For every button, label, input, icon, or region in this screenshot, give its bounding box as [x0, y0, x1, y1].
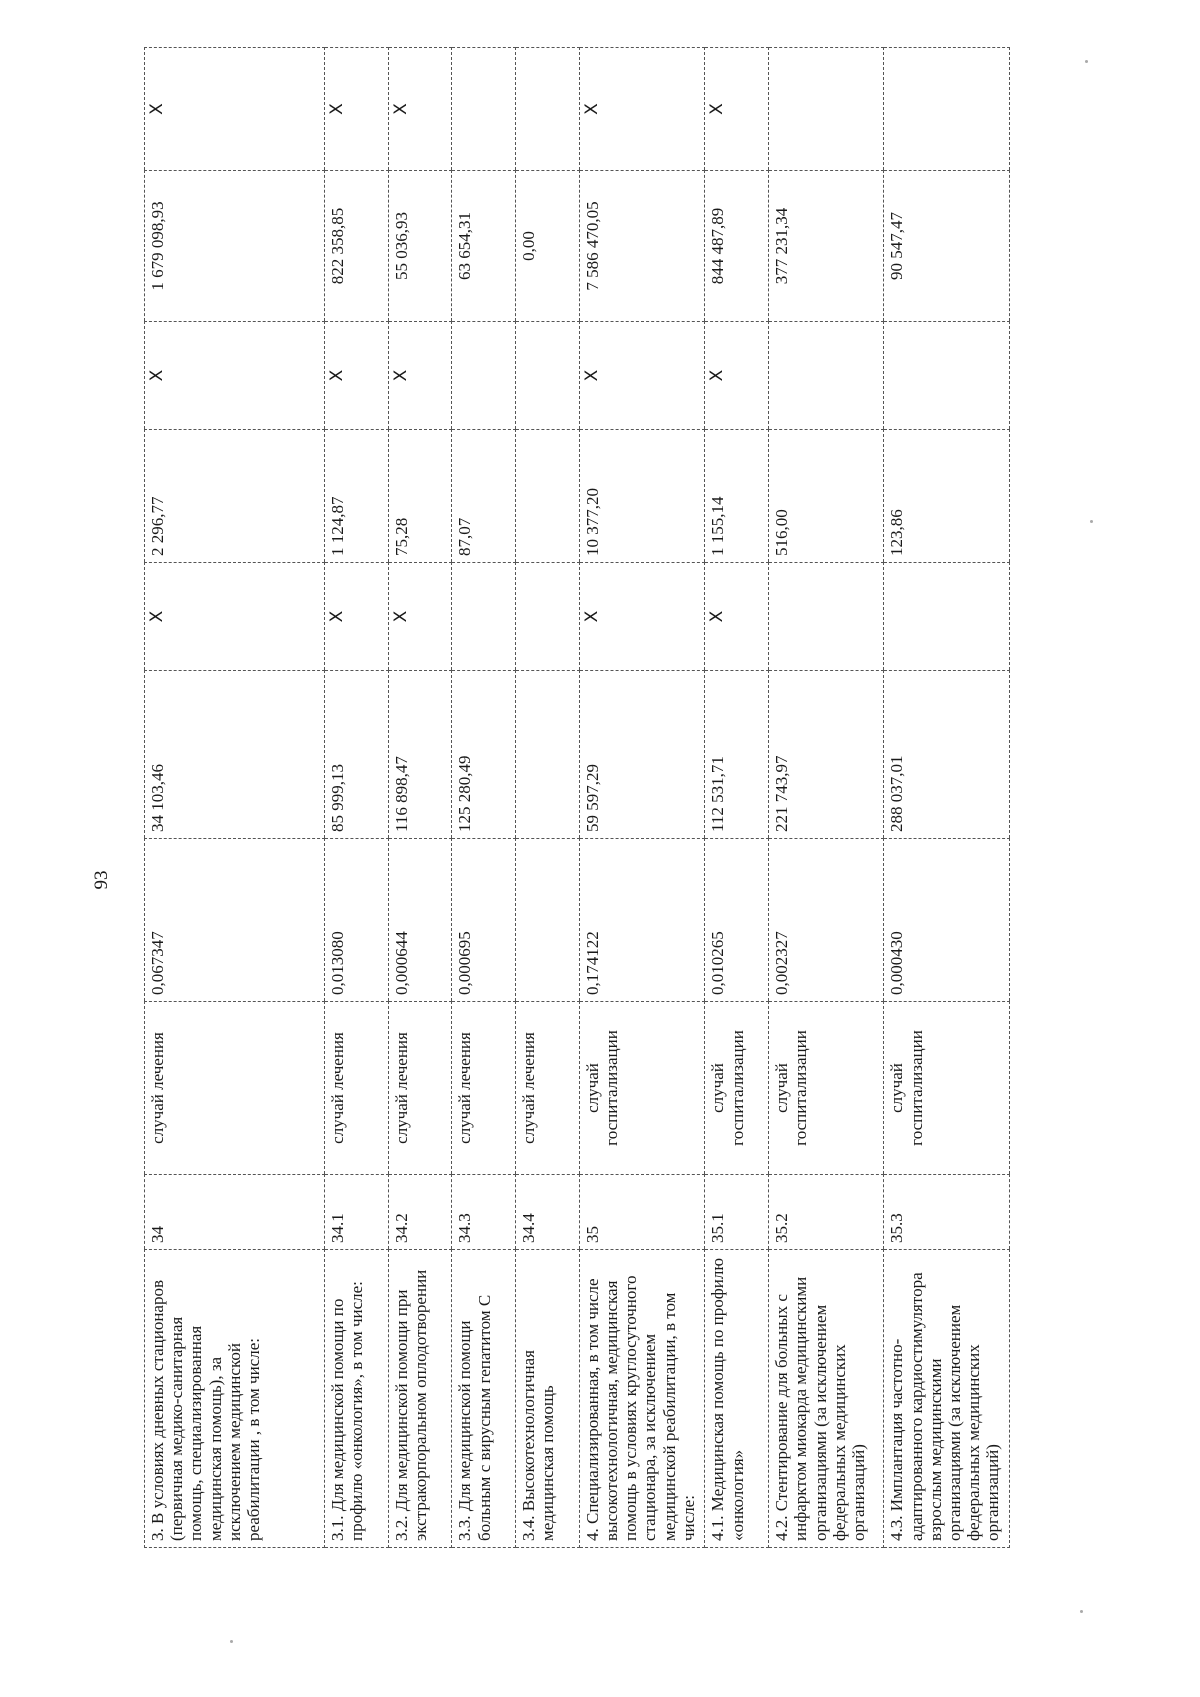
row-sum-cell: 844 487,89 — [705, 171, 769, 322]
table-row — [705, 48, 769, 1548]
row-name-cell: 4. Специализированная, в том числе высокотехнологичная, медицинская помощь в условиях круглосуточного стационара, за исключением медицинской реабилитации, в том числе: — [579, 1250, 705, 1548]
row-x-cell — [452, 322, 516, 430]
row-x-cell — [452, 563, 516, 671]
row-norm-cell: 0,013080 — [324, 839, 388, 1002]
page-number: 93 — [91, 870, 112, 890]
row-percapita-cell: 2 296,77 — [145, 430, 325, 563]
row-cost-cell: 221 743,97 — [769, 671, 884, 839]
row-number-cell: 34.4 — [516, 1175, 580, 1250]
row-x-cell: X — [705, 322, 769, 430]
row-cost-cell: 34 103,46 — [145, 671, 325, 839]
row-norm-cell: 0,174122 — [579, 839, 705, 1002]
row-percapita-cell: 87,07 — [452, 430, 516, 563]
row-x-cell — [769, 563, 884, 671]
data-table — [144, 47, 1010, 1548]
row-unit-cell: случай лечения — [388, 1002, 452, 1175]
row-name-cell: 4.2. Стентирование для больных с инфарктом миокарда медицинскими организациями (за исключением федеральных медицинских организаций) — [769, 1250, 884, 1548]
row-percapita-cell: 123,86 — [884, 430, 1010, 563]
row-cost-cell — [516, 671, 580, 839]
row-x-cell — [516, 322, 580, 430]
table-row — [516, 48, 580, 1548]
row-x-cell: X — [705, 563, 769, 671]
row-name-cell: 3.2. Для медицинской помощи при экстракорпоральном оплодотворении — [388, 1250, 452, 1548]
scan-speck — [1090, 520, 1093, 523]
row-norm-cell — [516, 839, 580, 1002]
table-row — [145, 48, 325, 1548]
row-number-cell: 34.3 — [452, 1175, 516, 1250]
scan-speck — [1085, 60, 1088, 63]
row-cost-cell: 288 037,01 — [884, 671, 1010, 839]
row-x-cell: X — [579, 563, 705, 671]
row-cost-cell: 85 999,13 — [324, 671, 388, 839]
row-percapita-cell: 516,00 — [769, 430, 884, 563]
row-norm-cell: 0,067347 — [145, 839, 325, 1002]
row-norm-cell: 0,010265 — [705, 839, 769, 1002]
row-cost-cell: 112 531,71 — [705, 671, 769, 839]
row-unit-cell: случай лечения — [516, 1002, 580, 1175]
row-unit-cell: случай лечения — [324, 1002, 388, 1175]
table-row — [884, 48, 1010, 1548]
row-x-cell — [516, 563, 580, 671]
row-number-cell: 34.2 — [388, 1175, 452, 1250]
row-x-cell: X — [324, 322, 388, 430]
row-x-cell — [769, 48, 884, 171]
row-sum-cell: 7 586 470,05 — [579, 171, 705, 322]
row-name-cell: 3.4. Высокотехнологичная медицинская помощь — [516, 1250, 580, 1548]
scan-speck — [230, 1640, 233, 1643]
row-x-cell: X — [324, 563, 388, 671]
row-cost-cell: 125 280,49 — [452, 671, 516, 839]
row-number-cell: 34.1 — [324, 1175, 388, 1250]
table-row — [452, 48, 516, 1548]
row-unit-cell: случай лечения — [145, 1002, 325, 1175]
row-cost-cell: 59 597,29 — [579, 671, 705, 839]
rotated-table — [144, 103, 1010, 1548]
row-name-cell: 3.1. Для медицинской помощи по профилю «онкология», в том числе: — [324, 1250, 388, 1548]
row-sum-cell: 1 679 098,93 — [145, 171, 325, 322]
row-x-cell: X — [145, 563, 325, 671]
row-number-cell: 35.1 — [705, 1175, 769, 1250]
row-sum-cell: 55 036,93 — [388, 171, 452, 322]
row-percapita-cell: 1 124,87 — [324, 430, 388, 563]
row-x-cell: X — [324, 48, 388, 171]
row-x-cell — [769, 322, 884, 430]
row-x-cell: X — [145, 322, 325, 430]
row-x-cell — [884, 48, 1010, 171]
row-x-cell: X — [145, 48, 325, 171]
table-row — [388, 48, 452, 1548]
row-percapita-cell: 75,28 — [388, 430, 452, 563]
scan-speck — [1080, 1610, 1083, 1613]
row-unit-cell: случай лечения — [452, 1002, 516, 1175]
row-percapita-cell: 10 377,20 — [579, 430, 705, 563]
row-x-cell: X — [579, 48, 705, 171]
row-cost-cell: 116 898,47 — [388, 671, 452, 839]
row-norm-cell: 0,000695 — [452, 839, 516, 1002]
row-x-cell: X — [579, 322, 705, 430]
row-number-cell: 35.2 — [769, 1175, 884, 1250]
row-x-cell — [516, 48, 580, 171]
row-x-cell: X — [388, 322, 452, 430]
row-unit-cell: случай госпитализации — [579, 1002, 705, 1175]
table-row — [579, 48, 705, 1548]
table-row — [324, 48, 388, 1548]
row-x-cell: X — [705, 48, 769, 171]
row-sum-cell: 90 547,47 — [884, 171, 1010, 322]
row-name-cell: 3.3. Для медицинской помощи больным с вирусным гепатитом С — [452, 1250, 516, 1548]
row-percapita-cell — [516, 430, 580, 563]
row-x-cell — [884, 322, 1010, 430]
row-x-cell: X — [388, 48, 452, 171]
row-sum-cell: 377 231,34 — [769, 171, 884, 322]
row-x-cell — [884, 563, 1010, 671]
row-sum-cell: 822 358,85 — [324, 171, 388, 322]
row-sum-cell: 63 654,31 — [452, 171, 516, 322]
row-norm-cell: 0,000430 — [884, 839, 1010, 1002]
row-name-cell: 4.3. Имплантация частотно-адаптированного кардиостимулятора взрослым медицинскими организациями (за исключением федеральных медицинских организаций) — [884, 1250, 1010, 1548]
row-sum-cell: 0,00 — [516, 171, 580, 322]
row-number-cell: 34 — [145, 1175, 325, 1250]
row-x-cell — [452, 48, 516, 171]
row-name-cell: 4.1. Медицинская помощь по профилю «онкология» — [705, 1250, 769, 1548]
row-x-cell: X — [388, 563, 452, 671]
row-number-cell: 35.3 — [884, 1175, 1010, 1250]
row-name-cell: 3. В условиях дневных стационаров (первичная медико-санитарная помощь, специализированная медицинская помощь), за исключением медицинской реабилитации , в том числе: — [145, 1250, 325, 1548]
row-percapita-cell: 1 155,14 — [705, 430, 769, 563]
row-unit-cell: случай госпитализации — [884, 1002, 1010, 1175]
row-unit-cell: случай госпитализации — [769, 1002, 884, 1175]
row-norm-cell: 0,002327 — [769, 839, 884, 1002]
row-unit-cell: случай госпитализации — [705, 1002, 769, 1175]
row-norm-cell: 0,000644 — [388, 839, 452, 1002]
table-row — [769, 48, 884, 1548]
row-number-cell: 35 — [579, 1175, 705, 1250]
